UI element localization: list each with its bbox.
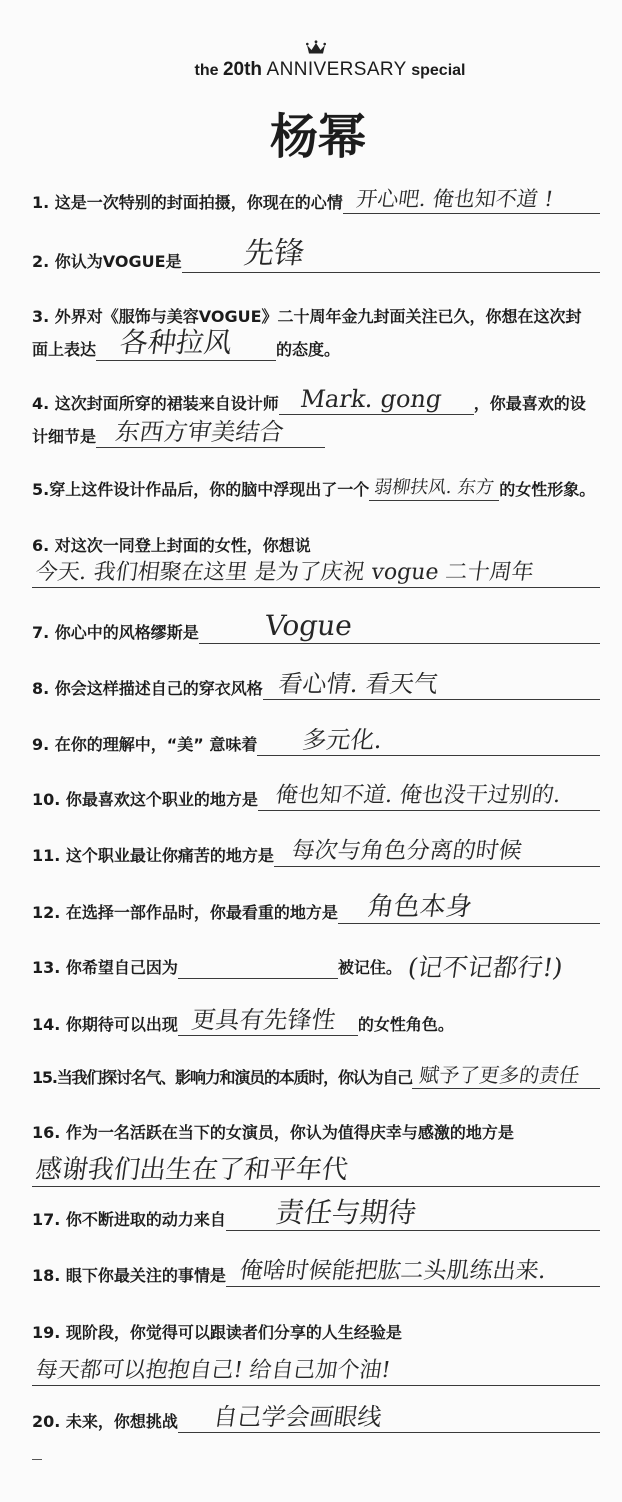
handwritten-answer: 看心情. 看天气 bbox=[276, 670, 440, 698]
question-2 bbox=[32, 236, 600, 273]
question-19-answer-row bbox=[32, 1358, 600, 1386]
handwritten-answer: 责任与期待 bbox=[273, 1196, 419, 1229]
question-suffix: 的女性角色。 bbox=[357, 1015, 454, 1034]
anniversary-masthead bbox=[38, 58, 622, 83]
question-3 bbox=[32, 306, 600, 328]
question-4 bbox=[32, 385, 600, 415]
question-12 bbox=[32, 892, 600, 924]
answer-line bbox=[96, 418, 325, 448]
handwritten-answer: 先锋 bbox=[241, 236, 307, 271]
handwritten-answer: 东西方审美结合 bbox=[113, 418, 286, 446]
question-4-continued bbox=[32, 418, 600, 448]
question-14 bbox=[32, 1006, 600, 1036]
masthead-special: special bbox=[411, 62, 466, 79]
answer-line bbox=[257, 726, 600, 756]
question-text: 5.穿上这件设计作品后，你的脑中浮现出了一个 bbox=[32, 480, 370, 499]
question-text: 6. 对这次一同登上封面的女性，你想说 bbox=[32, 536, 311, 555]
answer-line bbox=[226, 1258, 600, 1287]
question-text: 9. 在你的理解中，“美” 意味着 bbox=[32, 735, 258, 754]
answer-line bbox=[32, 1155, 600, 1187]
question-suffix: 的态度。 bbox=[276, 340, 341, 359]
handwritten-answer: 每天都可以抱抱自己! 给自己加个油! bbox=[33, 1358, 393, 1383]
handwritten-answer: 赋予了更多的责任 bbox=[417, 1063, 582, 1087]
answer-line bbox=[199, 609, 600, 644]
masthead-number: 20th bbox=[222, 59, 263, 80]
question-text: 1. 这是一次特别的封面拍摄，你现在的心情 bbox=[32, 193, 343, 212]
answer-line bbox=[263, 670, 600, 700]
question-9 bbox=[32, 726, 600, 756]
question-text: 14. 你期待可以出现 bbox=[32, 1015, 178, 1034]
answer-line bbox=[226, 1196, 600, 1231]
question-1 bbox=[32, 187, 600, 214]
question-text: 3. 外界对《服饰与美容VOGUE》二十周年金九封面关注已久，你想在这次封 bbox=[32, 307, 582, 326]
question-text: 20. 未来，你想挑战 bbox=[32, 1412, 178, 1431]
handwritten-answer: 各种拉风 bbox=[117, 326, 235, 359]
question-13 bbox=[32, 953, 600, 982]
answer-line bbox=[258, 783, 600, 811]
question-8 bbox=[32, 670, 600, 700]
question-20 bbox=[32, 1403, 600, 1433]
question-text: 15.当我们探讨名气、影响力和演员的本质时，你认为自己 bbox=[32, 1068, 412, 1087]
masthead-lead: the bbox=[194, 62, 219, 79]
answer-line bbox=[32, 1358, 600, 1386]
question-text: 17. 你不断进取的动力来自 bbox=[32, 1210, 226, 1229]
question-6-answer-row bbox=[32, 560, 600, 588]
question-text: 11. 这个职业最让你痛苦的地方是 bbox=[32, 846, 274, 865]
question-text: 2. 你认为VOGUE是 bbox=[32, 252, 182, 271]
crown-icon bbox=[306, 40, 326, 55]
handwritten-answer: 弱柳扶风. 东方 bbox=[373, 477, 496, 498]
page-title: 杨幂 bbox=[269, 109, 366, 165]
answer-line bbox=[178, 1006, 358, 1036]
handwritten-answer: 今天. 我们相聚在这里 是为了庆祝 vogue 二十周年 bbox=[33, 560, 536, 585]
question-19 bbox=[32, 1322, 600, 1344]
answer-line bbox=[178, 1403, 600, 1433]
answer-line bbox=[338, 892, 600, 924]
question-18 bbox=[32, 1258, 600, 1287]
answer-line bbox=[412, 1063, 600, 1089]
question-text: 13. 你希望自己因为 bbox=[32, 958, 178, 977]
handwritten-answer: 自己学会画眼线 bbox=[211, 1403, 384, 1431]
question-11 bbox=[32, 838, 600, 867]
answer-line bbox=[182, 236, 600, 273]
handwritten-answer: 开心吧. 俺也知不道 ! bbox=[354, 187, 555, 211]
handwritten-answer: 更具有先锋性 bbox=[189, 1006, 338, 1034]
handwritten-answer: 感谢我们出生在了和平年代 bbox=[33, 1155, 350, 1185]
handwritten-answer: 多元化. bbox=[301, 726, 385, 754]
question-suffix: ，你最喜欢的设 bbox=[473, 394, 586, 413]
answer-line bbox=[32, 560, 600, 588]
question-suffix: 被记住。 bbox=[337, 958, 402, 977]
handwritten-answer: 每次与角色分离的时候 bbox=[289, 838, 524, 864]
question-7 bbox=[32, 609, 600, 644]
question-10 bbox=[32, 783, 600, 811]
question-text: 10. 你最喜欢这个职业的地方是 bbox=[32, 790, 258, 809]
question-text: 7. 你心中的风格缪斯是 bbox=[32, 623, 199, 642]
handwritten-answer: 俺啥时候能把肱二头肌练出来. bbox=[237, 1258, 548, 1284]
question-5 bbox=[32, 479, 600, 501]
question-text: 12. 在选择一部作品时，你最看重的地方是 bbox=[32, 903, 338, 922]
handwritten-answer: 角色本身 bbox=[365, 892, 474, 922]
handwritten-answer: 俺也知不道. 俺也没干过别的. bbox=[273, 783, 563, 808]
question-15 bbox=[32, 1063, 600, 1089]
page-end-mark bbox=[32, 1459, 42, 1460]
answer-line bbox=[178, 957, 338, 979]
question-3-continued bbox=[32, 326, 600, 361]
question-text: 16. 作为一名活跃在当下的女演员，你认为值得庆幸与感激的地方是 bbox=[32, 1123, 514, 1142]
handwritten-answer: Vogue bbox=[262, 609, 355, 642]
question-text: 8. 你会这样描述自己的穿衣风格 bbox=[32, 679, 263, 698]
question-16-answer-row bbox=[32, 1155, 600, 1187]
question-6 bbox=[32, 535, 600, 557]
question-suffix: 的女性形象。 bbox=[499, 480, 596, 499]
question-text: 18. 眼下你最关注的事情是 bbox=[32, 1266, 226, 1285]
handwritten-answer: Mark. gong bbox=[298, 385, 444, 413]
answer-line bbox=[279, 385, 474, 415]
question-text-continued: 计细节是 bbox=[32, 427, 97, 446]
masthead-anniversary: ANNIVERSARY bbox=[266, 59, 407, 80]
handwritten-answer: (记不记都行!) bbox=[405, 953, 565, 982]
answer-line bbox=[274, 838, 600, 867]
answer-line bbox=[343, 187, 600, 214]
question-text-continued: 面上表达 bbox=[32, 340, 97, 359]
question-text: 19. 现阶段，你觉得可以跟读者们分享的人生经验是 bbox=[32, 1323, 402, 1342]
question-17 bbox=[32, 1196, 600, 1231]
question-text: 4. 这次封面所穿的裙装来自设计师 bbox=[32, 394, 279, 413]
answer-line bbox=[96, 326, 276, 361]
answer-line bbox=[369, 479, 499, 501]
question-16 bbox=[32, 1122, 600, 1144]
